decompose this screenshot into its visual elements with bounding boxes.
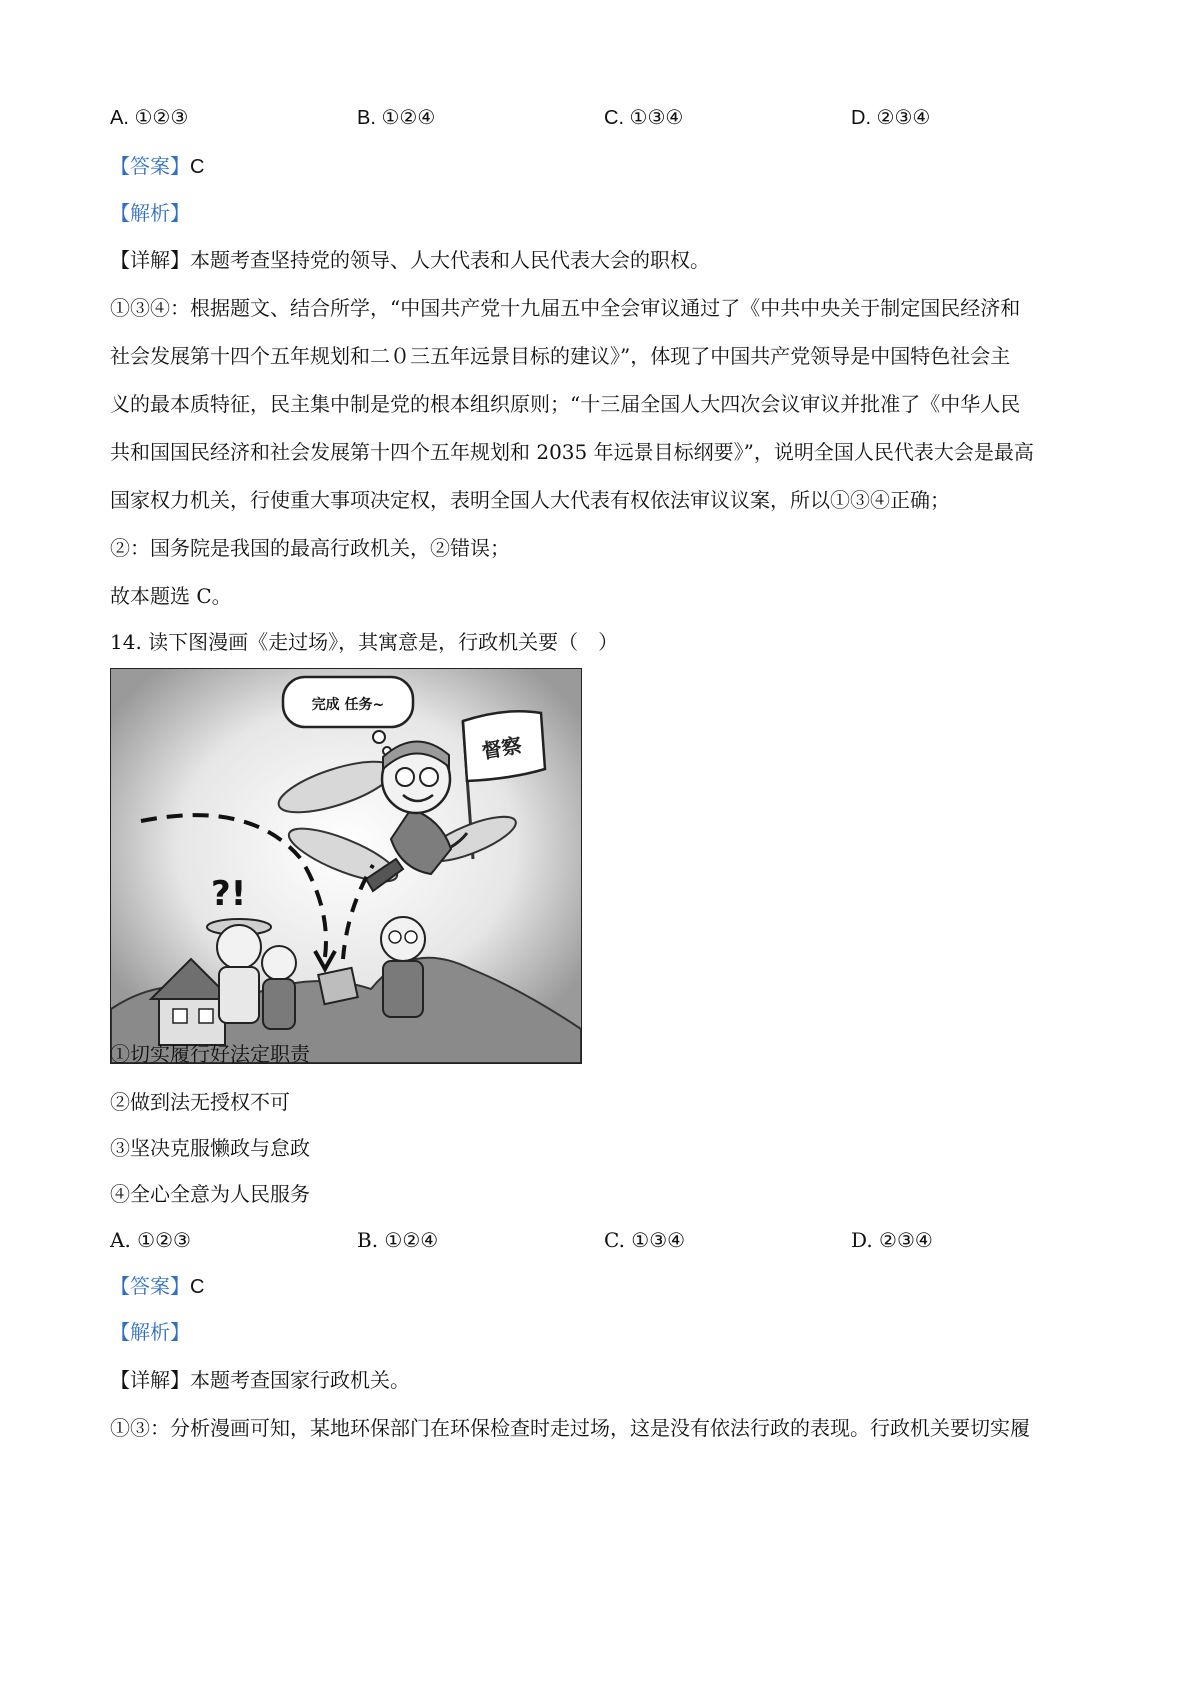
q13-conclusion: 故本题选 C。 <box>110 584 232 608</box>
q13-detail: 【详解】本题考查坚持党的领导、人大代表和人民代表大会的职权。 <box>110 248 710 272</box>
thought-bubble-text: 完成 任务~ <box>311 697 385 713</box>
q14-explanation-line-1: ①③：分析漫画可知，某地环保部门在环保检查时走过场，这是没有依法行政的表现。行政机关要切实履 <box>110 1416 1030 1440</box>
q14-analysis-tag: 【解析】 <box>110 1320 190 1344</box>
cartoon-figure <box>110 668 582 1064</box>
flag-text: 督察 <box>480 732 524 764</box>
q14-stem: 14. 读下图漫画《走过场》，其寓意是，行政机关要（ ） <box>110 630 619 654</box>
q13-answer <box>110 152 204 181</box>
q14-option-1: ①切实履行好法定职责 <box>110 1042 310 1066</box>
q14-answer-value: C <box>190 1276 205 1298</box>
q13-explanation-line-4: 共和国国民经济和社会发展第十四个五年规划和 2035 年远景目标纲要》”，说明全国人民代表大会是最高 <box>110 440 1034 464</box>
q13-explanation-line-2: 社会发展第十四个五年规划和二０三五年远景目标的建议》”，体现了中国共产党领导是中国特色社会主 <box>110 344 1011 368</box>
q14-choices <box>110 1226 1110 1254</box>
q14-option-3: ③坚决克服懒政与怠政 <box>110 1136 310 1160</box>
q14-answer-tag: 【答案】 <box>110 1274 190 1298</box>
q13-choice-a: A. ①②③ <box>110 107 189 129</box>
q13-answer-value: C <box>190 156 205 178</box>
q13-choice-b: B. ①②④ <box>357 107 436 129</box>
q13-explanation-line-3: 义的最本质特征，民主集中制是党的根本组织原则；“十三届全国人大四次会议审议并批准了《中华人民 <box>110 392 1021 416</box>
q13-explanation-line-5: 国家权力机关，行使重大事项决定权，表明全国人大代表有权依法审议议案，所以①③④正确； <box>110 488 950 512</box>
q13-analysis-tag: 【解析】 <box>110 201 190 225</box>
exclaim-text: ?! <box>211 874 247 914</box>
q14-choice-d: D. ②③④ <box>851 1228 933 1252</box>
q14-choice-b: B. ①②④ <box>357 1228 439 1252</box>
q13-choice-d: D. ②③④ <box>851 107 931 129</box>
q14-option-4: ④全心全意为人民服务 <box>110 1182 310 1206</box>
q14-option-2: ②做到法无授权不可 <box>110 1090 290 1114</box>
q14-choice-a: A. ①②③ <box>110 1228 191 1252</box>
q13-explanation-line-1: ①③④：根据题文、结合所学，“中国共产党十九届五中全会审议通过了《中共中央关于制定国民经济和 <box>110 296 1021 320</box>
q14-answer <box>110 1272 204 1301</box>
q13-choices <box>110 104 1110 132</box>
q14-detail: 【详解】本题考查国家行政机关。 <box>110 1368 410 1392</box>
q13-choice-c: C. ①③④ <box>604 107 684 129</box>
q13-answer-tag: 【答案】 <box>110 154 190 178</box>
q14-choice-c: C. ①③④ <box>604 1228 686 1252</box>
q13-explanation-line-6: ②：国务院是我国的最高行政机关，②错误； <box>110 536 510 560</box>
